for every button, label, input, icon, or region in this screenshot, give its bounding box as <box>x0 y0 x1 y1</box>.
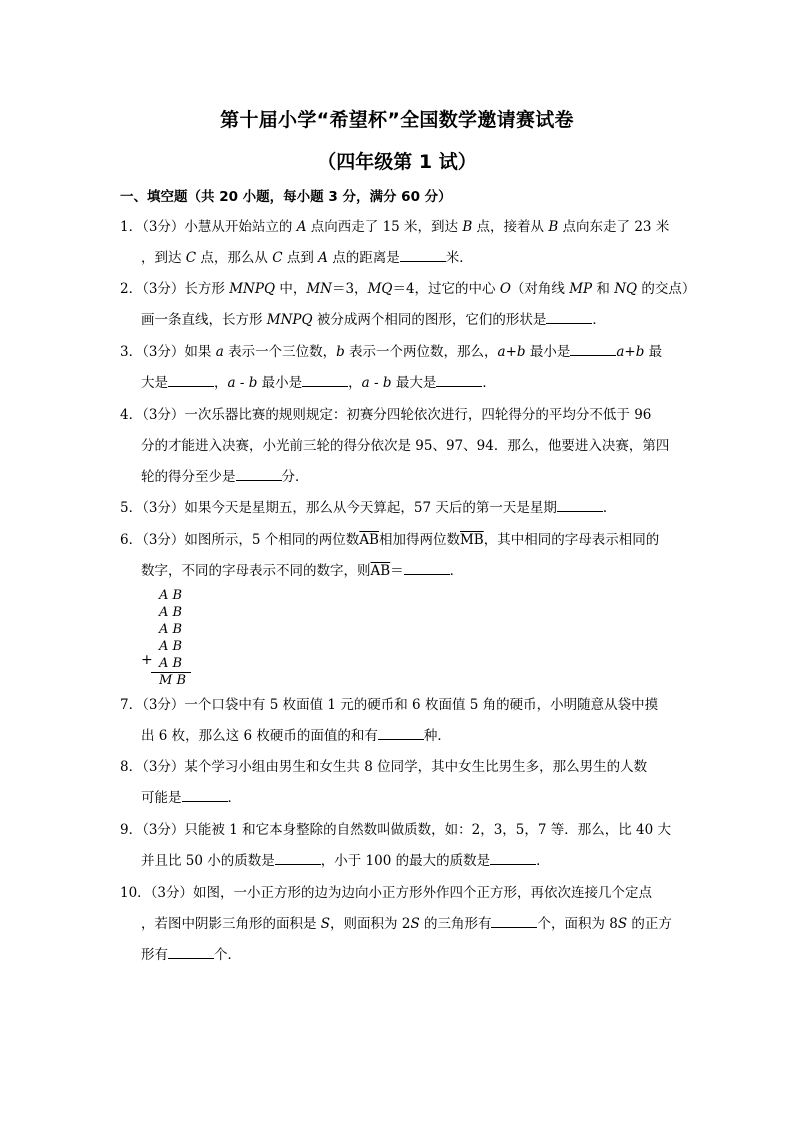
question-3: 3．（3分）如果 a 表示一个三位数，b 表示一个两位数，那么，a+b 最小是 a+b 最 大是 ，a - b 最小是 ，a - b 最大是 ． <box>120 337 680 399</box>
section-heading: 一、填空题（共 20 小题，每小题 3 分，满分 60 分） <box>120 189 452 205</box>
question-8: 8．（3分）某个学习小组由男生和女生共 8 位同学，其中女生比男生多，那么男生的人数 可能是 ． <box>120 759 648 806</box>
figure-row: A B <box>159 656 183 671</box>
figure-result: M B <box>159 673 186 688</box>
answer-blank[interactable] <box>236 466 282 481</box>
answer-blank[interactable] <box>490 850 536 865</box>
page-subtitle: （四年级第 1 试） <box>317 151 477 173</box>
question-1: 1．（3分）小慧从开始站立的 A 点向西走了 15 米，到达 B 点，接着从 B 点向东走了 23 米 ，到达 C 点，那么从 C 点到 A 点的距离是 米． <box>120 219 670 266</box>
figure-row: A B <box>159 588 183 603</box>
answer-blank[interactable] <box>400 247 446 262</box>
overlined-ab: $\overline{AB}$ <box>370 563 391 579</box>
question-6: 6．（3分）如图所示，5 个相同的两位数$\overline{AB}$相加得两位数$\overline{MB}$，其中相同的字母表示相同的 数字，不同的字母表示不同的数字，则$\overline{AB}=$ ． <box>120 532 660 579</box>
answer-blank[interactable] <box>302 372 348 387</box>
overlined-mb: $\overline{MB}$ <box>459 532 484 548</box>
answer-blank[interactable] <box>168 372 214 387</box>
question-10: 10．（3分）如图，一小正方形的边为边向小正方形外作四个正方形，再依次连接几个定点 ，若图中阴影三角形的面积是 S，则面积为 2S 的三角形有 个，面积为 8S 的正方 形有 个． <box>120 885 672 963</box>
answer-blank[interactable] <box>557 497 603 512</box>
page-title: 第十届小学“希望杯”全国数学邀请赛试卷 <box>220 109 574 131</box>
figure-row: A B <box>159 605 183 620</box>
question-4: 4．（3分）一次乐器比赛的规则规定：初赛分四轮依次进行，四轮得分的平均分不低于 96 分的才能进入决赛，小光前三轮的得分依次是 95、97、94．那么，他要进入决赛，第四 轮的得分至少是 分． <box>120 407 670 485</box>
question-2: 2．（3分）长方形 MNPQ 中，MN＝3，MQ＝4，过它的中心 O（对角线 MP 和 NQ 的交点） 画一条直线，长方形 MNPQ 被分成两个相同的图形，它们的形状是 ． <box>120 281 696 328</box>
figure-row: A B <box>159 622 183 637</box>
answer-blank[interactable] <box>570 341 616 356</box>
plus-sign: + <box>141 652 153 668</box>
answer-blank[interactable] <box>275 850 321 865</box>
overlined-ab: $\overline{AB}$ <box>359 532 379 548</box>
question-9: 9．（3分）只能被 1 和它本身整除的自然数叫做质数，如：2，3，5，7 等．那么，比 40 大 并且比 50 小的质数是 ，小于 100 的最大的质数是 ． <box>120 822 672 869</box>
answer-blank[interactable] <box>378 725 424 740</box>
question-7: 7．（3分）一个口袋中有 5 枚面值 1 元的硬币和 6 枚面值 5 角的硬币，小明随意从袋中摸 出 6 枚，那么这 6 枚硬币的面值的和有 种． <box>120 697 659 744</box>
answer-blank[interactable] <box>182 787 228 802</box>
answer-blank[interactable] <box>436 372 482 387</box>
answer-blank[interactable] <box>546 309 592 324</box>
sum-line <box>151 672 191 673</box>
addition-figure <box>141 587 201 689</box>
question-5: 5．（3分）如果今天是星期五，那么从今天算起，57 天后的第一天是星期 ． <box>120 493 680 524</box>
answer-blank[interactable] <box>404 560 450 575</box>
answer-blank[interactable] <box>168 944 214 959</box>
answer-blank[interactable] <box>491 913 537 928</box>
figure-row: A B <box>159 639 183 654</box>
